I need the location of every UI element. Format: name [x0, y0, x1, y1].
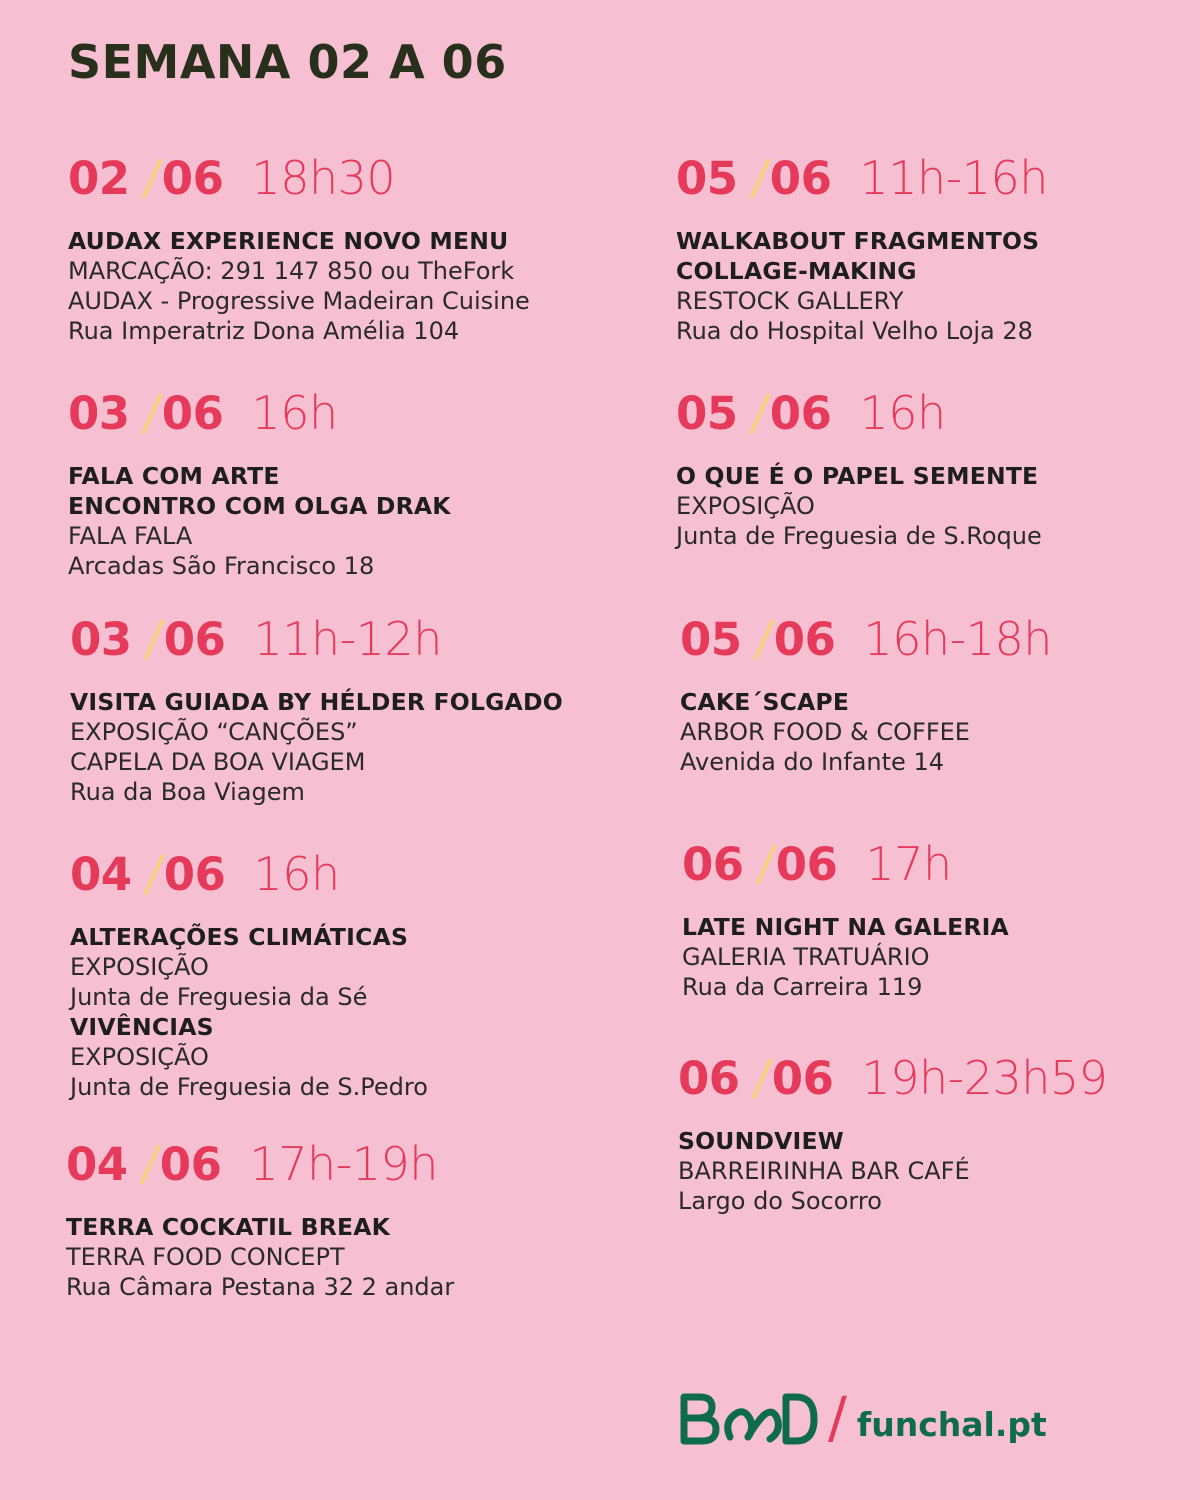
event-date-row — [676, 385, 1200, 445]
event-date-slash: / — [751, 611, 776, 667]
event-details — [68, 461, 608, 581]
event-month: 06 — [769, 387, 832, 440]
event-title: AUDAX EXPERIENCE NOVO MENU — [68, 227, 509, 255]
event-details — [70, 687, 610, 807]
event-day: 03 — [70, 613, 132, 666]
event-time: 16h — [253, 847, 340, 901]
event-detail-line: Rua da Boa Viagem — [70, 778, 305, 806]
event-time: 11h-12h — [253, 612, 442, 666]
event-title: O QUE É O PAPEL SEMENTE — [676, 462, 1039, 490]
event-detail-line: CAPELA DA BOA VIAGEM — [70, 748, 366, 776]
event-block — [68, 150, 608, 346]
event-date-row — [70, 846, 610, 906]
event-day: 05 — [676, 387, 738, 440]
event-detail-line: GALERIA TRATUÁRIO — [682, 943, 930, 971]
event-month: 06 — [769, 152, 832, 205]
event-day: 04 — [66, 1138, 128, 1191]
event-time: 16h — [251, 386, 338, 440]
event-block — [66, 1136, 606, 1302]
event-details — [68, 226, 608, 346]
event-detail-line: EXPOSIÇÃO “CANÇÕES” — [70, 718, 358, 746]
event-title: VISITA GUIADA BY HÉLDER FOLGADO — [70, 688, 563, 716]
bod-logo-mark — [678, 1393, 818, 1445]
event-date-row — [70, 611, 610, 671]
event-title: ENCONTRO COM OLGA DRAK — [68, 492, 451, 520]
event-title: TERRA COCKATIL BREAK — [66, 1213, 391, 1241]
event-title: CAKE´SCAPE — [680, 688, 850, 716]
event-detail-line: FALA FALA — [68, 522, 193, 550]
event-details — [70, 922, 610, 1102]
event-block — [680, 611, 1200, 777]
event-time: 16h-18h — [863, 612, 1052, 666]
logo-domain[interactable]: funchal.pt — [856, 1404, 1047, 1444]
event-day: 06 — [678, 1052, 740, 1105]
event-detail-line: Largo do Socorro — [678, 1187, 882, 1215]
event-time: 16h — [859, 386, 946, 440]
event-date-row — [68, 150, 608, 210]
event-block — [68, 385, 608, 581]
event-block — [676, 385, 1200, 551]
event-month: 06 — [161, 387, 224, 440]
event-day: 03 — [68, 387, 130, 440]
event-date-slash: / — [141, 846, 166, 902]
event-detail-line: ARBOR FOOD & COFFEE — [680, 718, 970, 746]
logo-slash: / — [828, 1386, 847, 1451]
page-title: SEMANA 02 A 06 — [68, 35, 507, 89]
event-date-slash: / — [137, 1136, 162, 1192]
event-block — [682, 836, 1200, 1002]
event-detail-line: Rua do Hospital Velho Loja 28 — [676, 317, 1033, 345]
event-title: ALTERAÇÕES CLIMÁTICAS — [70, 923, 409, 951]
event-month: 06 — [163, 613, 226, 666]
event-time: 17h — [865, 837, 952, 891]
event-detail-line: TERRA FOOD CONCEPT — [66, 1243, 345, 1271]
event-time: 17h-19h — [249, 1137, 438, 1191]
event-title: COLLAGE-MAKING — [676, 257, 917, 285]
event-block — [70, 846, 610, 1102]
event-day: 05 — [680, 613, 742, 666]
event-month: 06 — [163, 848, 226, 901]
event-time: 19h-23h59 — [861, 1051, 1108, 1105]
event-month: 06 — [773, 613, 836, 666]
event-date-row — [68, 385, 608, 445]
event-detail-line: BARREIRINHA BAR CAFÉ — [678, 1157, 970, 1185]
event-detail-line: Avenida do Infante 14 — [680, 748, 944, 776]
event-title: WALKABOUT FRAGMENTOS — [676, 227, 1040, 255]
event-details — [678, 1126, 1200, 1216]
event-date-row — [682, 836, 1200, 896]
event-time: 18h30 — [251, 151, 396, 205]
event-block — [70, 611, 610, 807]
event-title: SOUNDVIEW — [678, 1127, 844, 1155]
event-date-slash: / — [747, 385, 772, 441]
event-details — [676, 226, 1200, 346]
event-details — [676, 461, 1200, 551]
event-detail-line: MARCAÇÃO: 291 147 850 ou TheFork — [68, 257, 515, 285]
event-block — [676, 150, 1200, 346]
bod-logo[interactable] — [678, 1384, 1047, 1454]
event-date-slash: / — [749, 1050, 774, 1106]
event-day: 05 — [676, 152, 738, 205]
event-detail-line: EXPOSIÇÃO — [70, 1043, 209, 1071]
event-detail-line: Rua Câmara Pestana 32 2 andar — [66, 1273, 455, 1301]
event-detail-line: EXPOSIÇÃO — [70, 953, 209, 981]
event-month: 06 — [161, 152, 224, 205]
event-month: 06 — [771, 1052, 834, 1105]
event-date-slash: / — [139, 150, 164, 206]
event-detail-line: EXPOSIÇÃO — [676, 492, 815, 520]
event-date-row — [676, 150, 1200, 210]
event-detail-line: Junta de Freguesia de S.Roque — [676, 522, 1042, 550]
event-day: 04 — [70, 848, 132, 901]
event-title: LATE NIGHT NA GALERIA — [682, 913, 1009, 941]
event-title: FALA COM ARTE — [68, 462, 280, 490]
event-detail-line: RESTOCK GALLERY — [676, 287, 904, 315]
event-date-slash: / — [753, 836, 778, 892]
event-detail-line: AUDAX - Progressive Madeiran Cuisine — [68, 287, 530, 315]
event-date-row — [678, 1050, 1200, 1110]
event-month: 06 — [159, 1138, 222, 1191]
event-date-slash: / — [141, 611, 166, 667]
event-detail-line: Junta de Freguesia de S.Pedro — [70, 1073, 428, 1101]
event-date-row — [66, 1136, 606, 1196]
event-details — [682, 912, 1200, 1002]
event-detail-line: Rua Imperatriz Dona Amélia 104 — [68, 317, 460, 345]
event-month: 06 — [775, 838, 838, 891]
event-block — [678, 1050, 1200, 1216]
event-detail-line: Rua da Carreira 119 — [682, 973, 923, 1001]
event-details — [680, 687, 1200, 777]
event-date-slash: / — [139, 385, 164, 441]
event-details — [66, 1212, 606, 1302]
event-time: 11h-16h — [859, 151, 1048, 205]
event-date-row — [680, 611, 1200, 671]
event-day: 06 — [682, 838, 744, 891]
event-detail-line: Arcadas São Francisco 18 — [68, 552, 375, 580]
event-detail-line: Junta de Freguesia da Sé — [70, 983, 368, 1011]
event-day: 02 — [68, 152, 130, 205]
event-date-slash: / — [747, 150, 772, 206]
event-title: VIVÊNCIAS — [70, 1013, 214, 1041]
